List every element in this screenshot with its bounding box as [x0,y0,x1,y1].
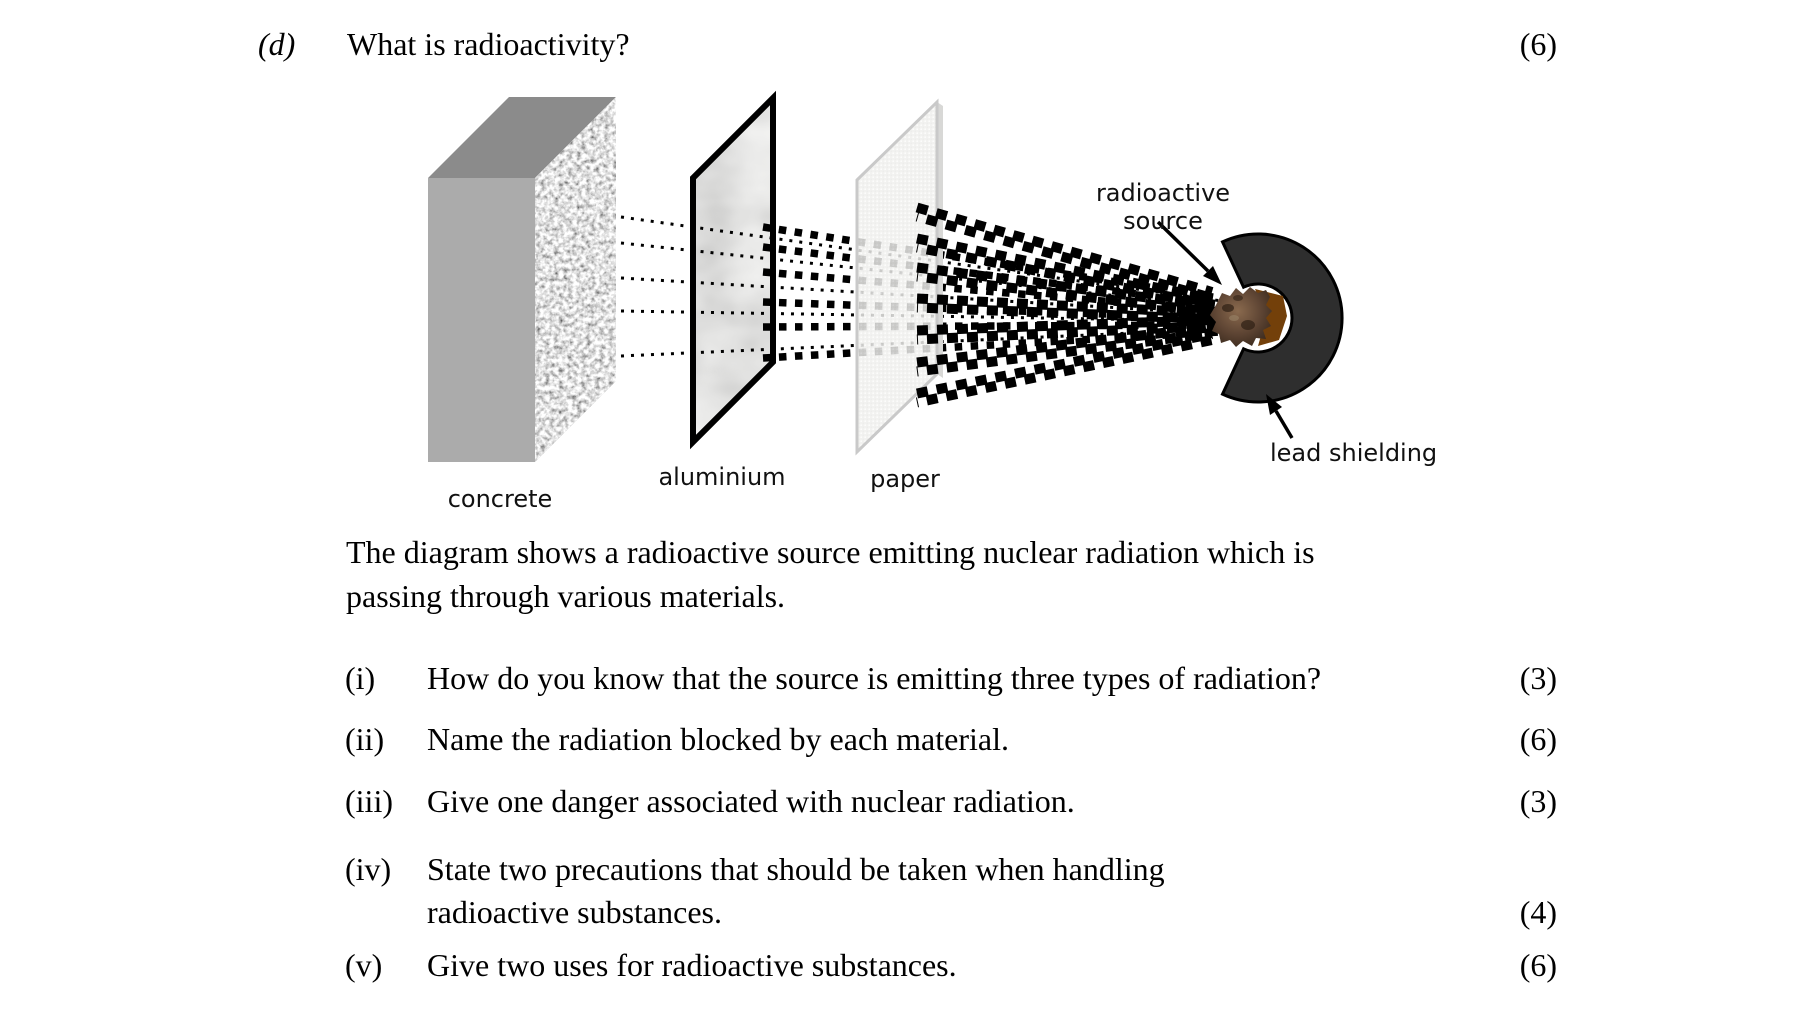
subq-marks: (4) [1519,894,1557,930]
subq-numeral: (v) [345,947,383,983]
source-dark-spot [1241,320,1255,330]
subq-marks: (6) [1519,947,1557,983]
caption-line1: The diagram shows a radioactive source emitting nuclear radiation which is [346,534,1315,570]
subq-text: Give one danger associated with nuclear radiation. [427,783,1075,819]
part-marks: (6) [1519,26,1557,62]
label-paper: paper [870,465,940,493]
part-label: (d) [258,26,296,62]
paper-dot-texture [857,102,937,452]
alpha-rays [917,208,1212,403]
subq-text: Give two uses for radioactive substances. [427,947,957,983]
subq-text-line1: State two precautions that should be taken when handling [427,851,1165,887]
subq-numeral: (ii) [345,721,385,757]
subq-numeral: (i) [345,660,376,696]
source-highlight [1229,315,1239,321]
caption-line2: passing through various materials. [346,578,786,614]
subq-marks: (3) [1519,660,1557,696]
label-aluminium: aluminium [658,463,786,491]
concrete-front-face [428,178,535,462]
concrete-block [428,90,623,470]
label-radioactive-source-line2: source [1123,207,1203,235]
subq-marks: (3) [1519,783,1557,819]
label-lead-shielding: lead shielding [1270,439,1438,467]
source-dark-spot [1222,304,1234,312]
subq-marks: (6) [1519,721,1557,757]
label-concrete: concrete [447,485,553,513]
subq-text: How do you know that the source is emitting three types of radiation? [427,660,1322,696]
source-dark-spot [1233,295,1243,301]
subq-text-line2: radioactive substances. [427,894,722,930]
label-radioactive-source-line1: radioactive [1095,179,1231,207]
part-question-text: What is radioactivity? [347,26,630,62]
subq-numeral: (iv) [345,851,392,887]
subq-text: Name the radiation blocked by each material. [427,721,1009,757]
radioactive-source [1210,287,1287,347]
subq-numeral: (iii) [345,783,393,819]
